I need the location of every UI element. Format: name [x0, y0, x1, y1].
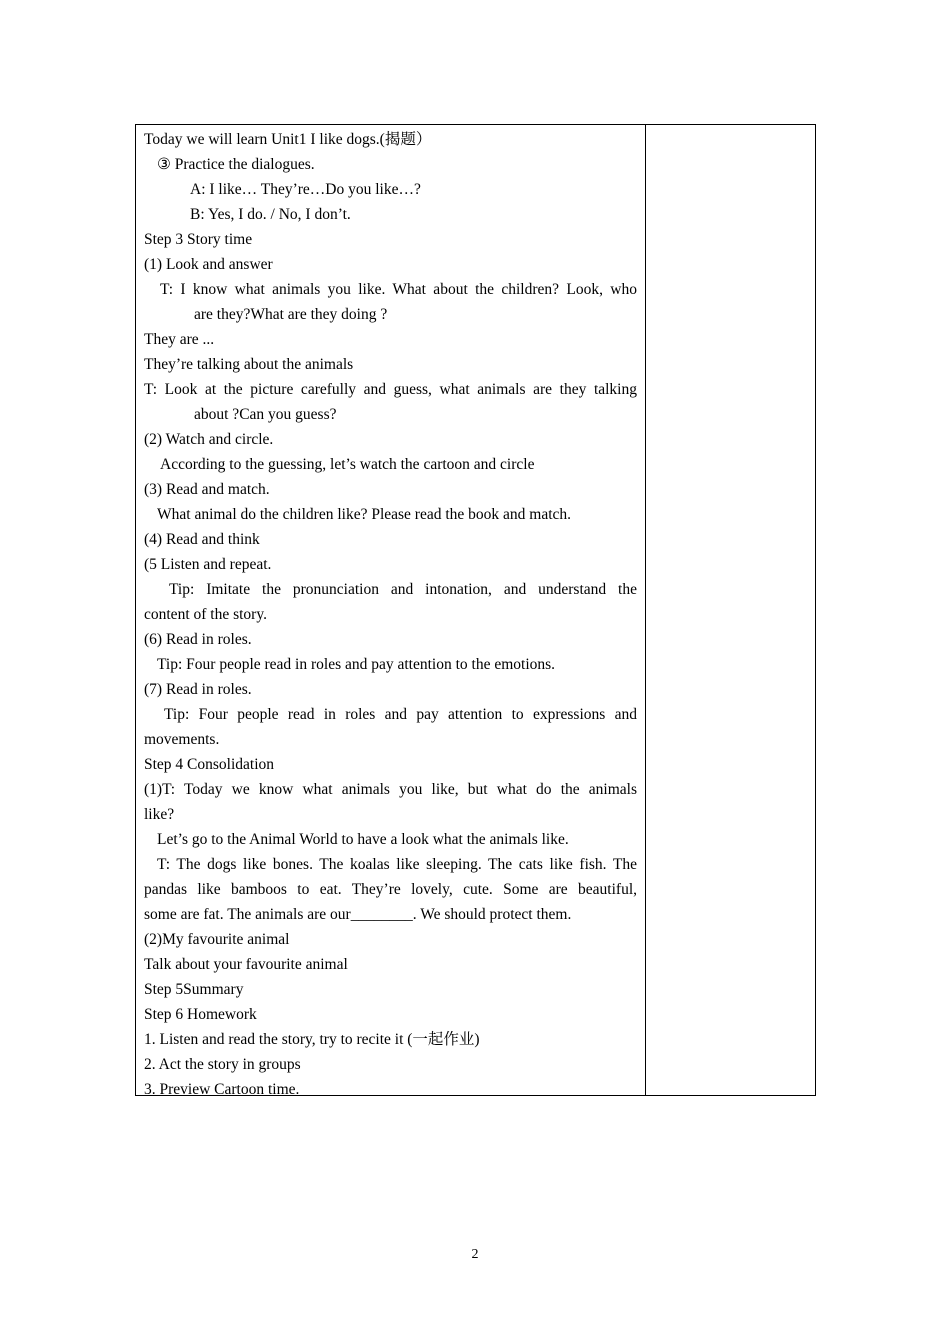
lesson-line: Tip: Four people read in roles and pay attention to the emotions.: [157, 656, 556, 673]
lesson-line: (5 Listen and repeat.: [144, 556, 272, 573]
lesson-line: Talk about your favourite animal: [144, 956, 348, 973]
lesson-line: (6) Read in roles.: [144, 631, 252, 648]
lesson-line: They are ...: [144, 331, 215, 348]
lesson-line: 3. Preview Cartoon time.: [144, 1081, 300, 1098]
lesson-line: Tip: Four people read in roles and pay attention to expressions and: [164, 706, 637, 723]
lesson-line: ③ Practice the dialogues.: [157, 156, 315, 173]
lesson-line: Let’s go to the Animal World to have a look what the animals like.: [157, 831, 569, 848]
lesson-line: 1. Listen and read the story, try to recite it (一起作业): [144, 1031, 480, 1048]
lesson-line: (3) Read and match.: [144, 481, 270, 498]
lesson-line: about ?Can you guess?: [194, 406, 337, 423]
lesson-line: content of the story.: [144, 606, 267, 623]
lesson-line: Step 3 Story time: [144, 231, 253, 248]
lesson-line: (2) Watch and circle.: [144, 431, 274, 448]
lesson-line: A: I like… They’re…Do you like…?: [190, 181, 421, 198]
lesson-line: (1)T: Today we know what animals you like, but what do the animals: [144, 781, 637, 798]
lesson-line: Step 5Summary: [144, 981, 244, 998]
lesson-line: (1) Look and answer: [144, 256, 273, 273]
lesson-line: According to the guessing, let’s watch the cartoon and circle: [160, 456, 535, 473]
lesson-line: T: Look at the picture carefully and guess, what animals are they talking: [144, 381, 637, 398]
lesson-line: T: The dogs like bones. The koalas like sleeping. The cats like fish. The: [157, 856, 637, 873]
lesson-line: movements.: [144, 731, 220, 748]
lesson-line: Step 6 Homework: [144, 1006, 257, 1023]
lesson-line: (4) Read and think: [144, 531, 260, 548]
notes-cell: [646, 125, 815, 1095]
lesson-line: T: I know what animals you like. What about the children? Look, who: [160, 281, 637, 298]
lesson-line: Tip: Imitate the pronunciation and intonation, and understand the: [169, 581, 637, 598]
lesson-line: (7) Read in roles.: [144, 681, 252, 698]
lesson-line: B: Yes, I do. / No, I don’t.: [190, 206, 351, 223]
lesson-line: They’re talking about the animals: [144, 356, 354, 373]
lesson-line: (2)My favourite animal: [144, 931, 290, 948]
lesson-line: 2. Act the story in groups: [144, 1056, 301, 1073]
lesson-steps-cell: [136, 125, 646, 1098]
lesson-line: What animal do the children like? Please read the book and match.: [157, 506, 572, 523]
lesson-line: Today we will learn Unit1 I like dogs.(揭题）: [144, 131, 432, 148]
lesson-line: some are fat. The animals are our________. We should protect them.: [144, 906, 572, 923]
page-number: 2: [471, 1247, 479, 1262]
lesson-line: like?: [144, 806, 175, 823]
lesson-line: Step 4 Consolidation: [144, 756, 275, 773]
lesson-line: are they?What are they doing ?: [194, 306, 388, 323]
lesson-plan-table: [135, 124, 816, 1096]
lesson-line: pandas like bamboos to eat. They’re lovely, cute. Some are beautiful,: [144, 881, 637, 898]
